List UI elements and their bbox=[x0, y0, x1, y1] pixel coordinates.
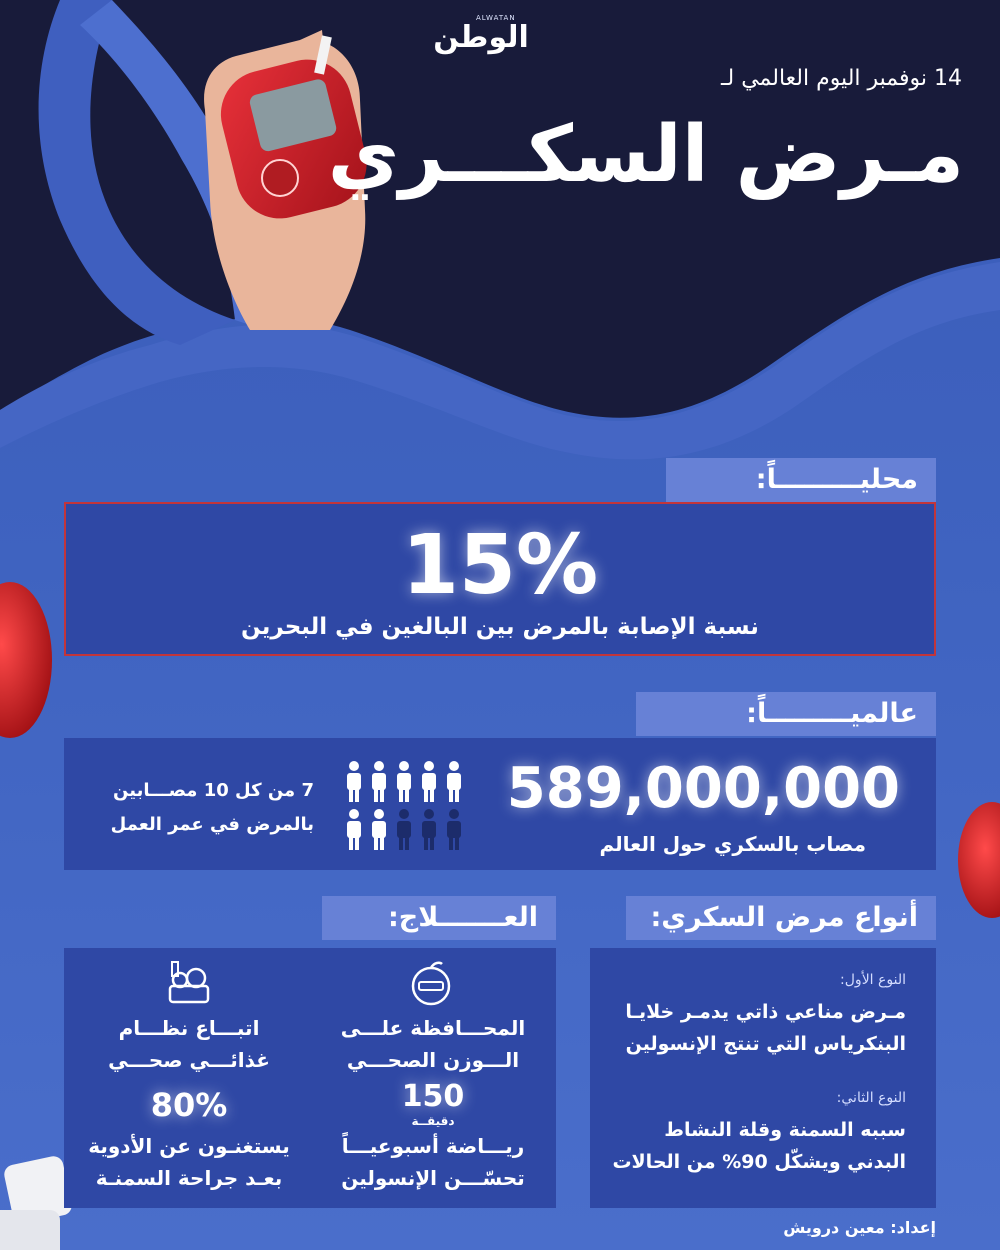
weight-text bbox=[322, 1012, 544, 1076]
treatment-panel bbox=[64, 948, 556, 1208]
weight-line-2: الـــوزن الصحـــي bbox=[346, 1048, 520, 1072]
type1-line-2: البنكرياس التي تنتج الإنسولين bbox=[625, 1033, 906, 1055]
credit: إعداد: معين درويش bbox=[783, 1218, 936, 1237]
exercise-unit: دقيقــة bbox=[411, 1114, 455, 1128]
person-icon bbox=[422, 809, 436, 850]
type2-line-2: البدني ويشكّل 90% من الحالات bbox=[612, 1151, 906, 1173]
people-icon-grid bbox=[342, 758, 468, 854]
surgery-stat: 80% bbox=[150, 1086, 228, 1124]
person-icon bbox=[372, 761, 386, 802]
surgery-text bbox=[74, 1130, 304, 1194]
local-caption: نسبة الإصابة بالمرض بين البالغين في البحرين bbox=[241, 614, 759, 640]
type2-line-1: سببه السمنة وقلة النشاط bbox=[664, 1119, 906, 1141]
diet-text bbox=[74, 1012, 304, 1076]
treatment-heading: العـــــــلاج: bbox=[322, 896, 556, 940]
ratio-line-2: بالمرض في عمر العمل bbox=[110, 814, 314, 835]
type1-line-1: مـرض مناعي ذاتي يدمـر خلايـا bbox=[625, 1001, 906, 1023]
scale-icon bbox=[404, 958, 458, 1012]
global-heading: عالميـــــــــاً: bbox=[636, 692, 936, 736]
exercise-text bbox=[322, 1130, 544, 1194]
brand-logo: الوطن bbox=[433, 20, 529, 55]
type1-label: النوع الأول: bbox=[840, 972, 906, 988]
diet-line-2: غذائـــي صحـــي bbox=[108, 1048, 270, 1072]
exercise-line-2: تحسّـــن الإنسولين bbox=[341, 1166, 525, 1190]
ratio-text bbox=[84, 774, 314, 842]
person-icon bbox=[447, 809, 461, 850]
person-icon bbox=[372, 809, 386, 850]
person-icon bbox=[347, 761, 361, 802]
global-panel bbox=[64, 738, 936, 870]
exercise-line-1: ريـــاضة أسبوعيـــاً bbox=[341, 1134, 525, 1158]
type2-desc bbox=[596, 1114, 906, 1178]
person-icon bbox=[347, 809, 361, 850]
surgery-line-1: يستغنـون عن الأدوية bbox=[88, 1134, 290, 1158]
page-title: مـرض السكـــري bbox=[327, 110, 964, 200]
exercise-stat: 150 bbox=[401, 1079, 465, 1114]
global-caption: مصاب بالسكري حول العالم bbox=[599, 832, 866, 856]
types-heading: أنواع مرض السكري: bbox=[626, 896, 936, 940]
global-stat: 589,000,000 bbox=[506, 756, 900, 821]
person-icon bbox=[447, 761, 461, 802]
subtitle: 14 نوفمبر اليوم العالمي لـ bbox=[721, 66, 962, 91]
surgery-line-2: بعـد جراحة السمنـة bbox=[95, 1166, 283, 1190]
type2-label: النوع الثاني: bbox=[836, 1090, 906, 1106]
person-icon bbox=[397, 809, 411, 850]
local-panel bbox=[64, 502, 936, 656]
diet-line-1: اتبـــاع نظـــام bbox=[118, 1016, 260, 1040]
types-panel bbox=[590, 948, 936, 1208]
food-icon bbox=[162, 956, 216, 1010]
local-heading: محليـــــــــاً: bbox=[666, 458, 936, 502]
type1-desc bbox=[596, 996, 906, 1060]
person-icon bbox=[397, 761, 411, 802]
local-stat: 15% bbox=[401, 518, 599, 613]
ratio-line-1: 7 من كل 10 مصـــابين bbox=[113, 780, 314, 801]
person-icon bbox=[422, 761, 436, 802]
logo-latin: ALWATAN bbox=[476, 14, 516, 22]
weight-line-1: المحـــافظة علـــى bbox=[340, 1016, 526, 1040]
